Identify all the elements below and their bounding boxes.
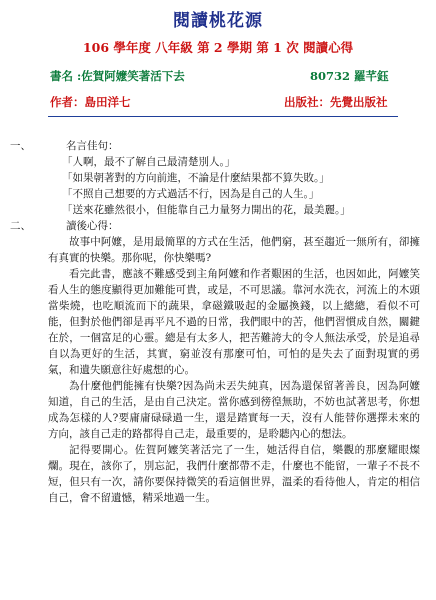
section-heading: 名言佳句：	[66, 140, 119, 152]
quote-line: 「不照自己想要的方式過活不行，因為是自己的人生。」	[62, 188, 320, 200]
book-author: 作者：島田洋七	[50, 95, 131, 109]
document-body	[10, 138, 420, 506]
book-info-row	[50, 68, 412, 86]
quote-line: 「人啊，最不了解自己最清楚別人。」	[62, 156, 236, 168]
document-subtitle: 106 學年度 八年級 第 2 學期 第 1 次 閱讀心得	[82, 40, 354, 55]
book-publisher: 出版社：先覺出版社	[284, 95, 388, 109]
paragraph: 為什麼他們能擁有快樂?因為尚未丟失純真，因為還保留著善良，因為阿嬤知道，自己的生活，是由自己決定。當你感到徬徨無助，不妨也試著思考，你想成為怎樣的人?要庸庸碌碌過一生，還是踏實每一天，沒有人能替你選擇未來的方向，該自己走的路都得自己走，最重要的，是聆聽內心的想法。	[48, 380, 420, 440]
paragraph: 記得要開心。佐賀阿嬤笑著活完了一生，她活得自信，樂觀的那麼耀眼燦爛。現在，該你了，別忘記，我們什麼都帶不走，什麼也不能留，一輩子不長不短，但只有一次，請你要保持微笑的看這個世界，溫柔的看待他人，肯定的相信自己，會不留遺憾，精采地過一生。	[48, 444, 420, 504]
quote-line: 「如果朝著對的方向前進，不論是什麼結果都不算失敗。」	[62, 172, 330, 184]
section-number: 一、	[10, 140, 31, 152]
author-info-row	[50, 94, 412, 112]
student-info: 80732 羅芊鈺	[310, 69, 389, 83]
section-reflection	[10, 218, 420, 506]
section-quotes	[10, 138, 420, 218]
quote-line: 「送來花雖然很小，但能靠自己力量努力開出的花，最美麗。」	[62, 204, 351, 216]
header-divider	[48, 116, 398, 117]
book-title: 書名 :佐賀阿嬤笑著活下去	[50, 69, 185, 83]
section-heading: 讀後心得：	[66, 220, 119, 232]
paragraph: 看完此書，應該不難感受到主角阿嬤和作者艱困的生活，也因如此，阿嬤笑看人生的態度顯得更加難能可貴，或是，不可思議。靠河水洗衣，河流上的木頭當柴燒，也吃順流而下的蔬果，拿磁鐵吸起的金屬換錢，以上總總，看似不可能，但對於他們卻是再平凡不過的日常，我們眼中的苦，他們習慣成自然，關鍵在於，一個富足的心靈。總是有太多人，把苦難誇大的令人無法承受，於是追尋自以為更好的生活，其實，窮並沒有那麼可怕，可怕的是失去了面對現實的勇氣，和遺失願意往好處想的心。	[48, 268, 420, 376]
section-number: 二、	[10, 220, 31, 232]
document-title: 閱讀桃花源	[173, 11, 263, 31]
paragraph: 故事中阿嬤，是用最簡單的方式在生活，他們窮，甚至趨近一無所有，卻擁有真實的快樂。那你呢，你快樂嗎?	[48, 236, 420, 264]
